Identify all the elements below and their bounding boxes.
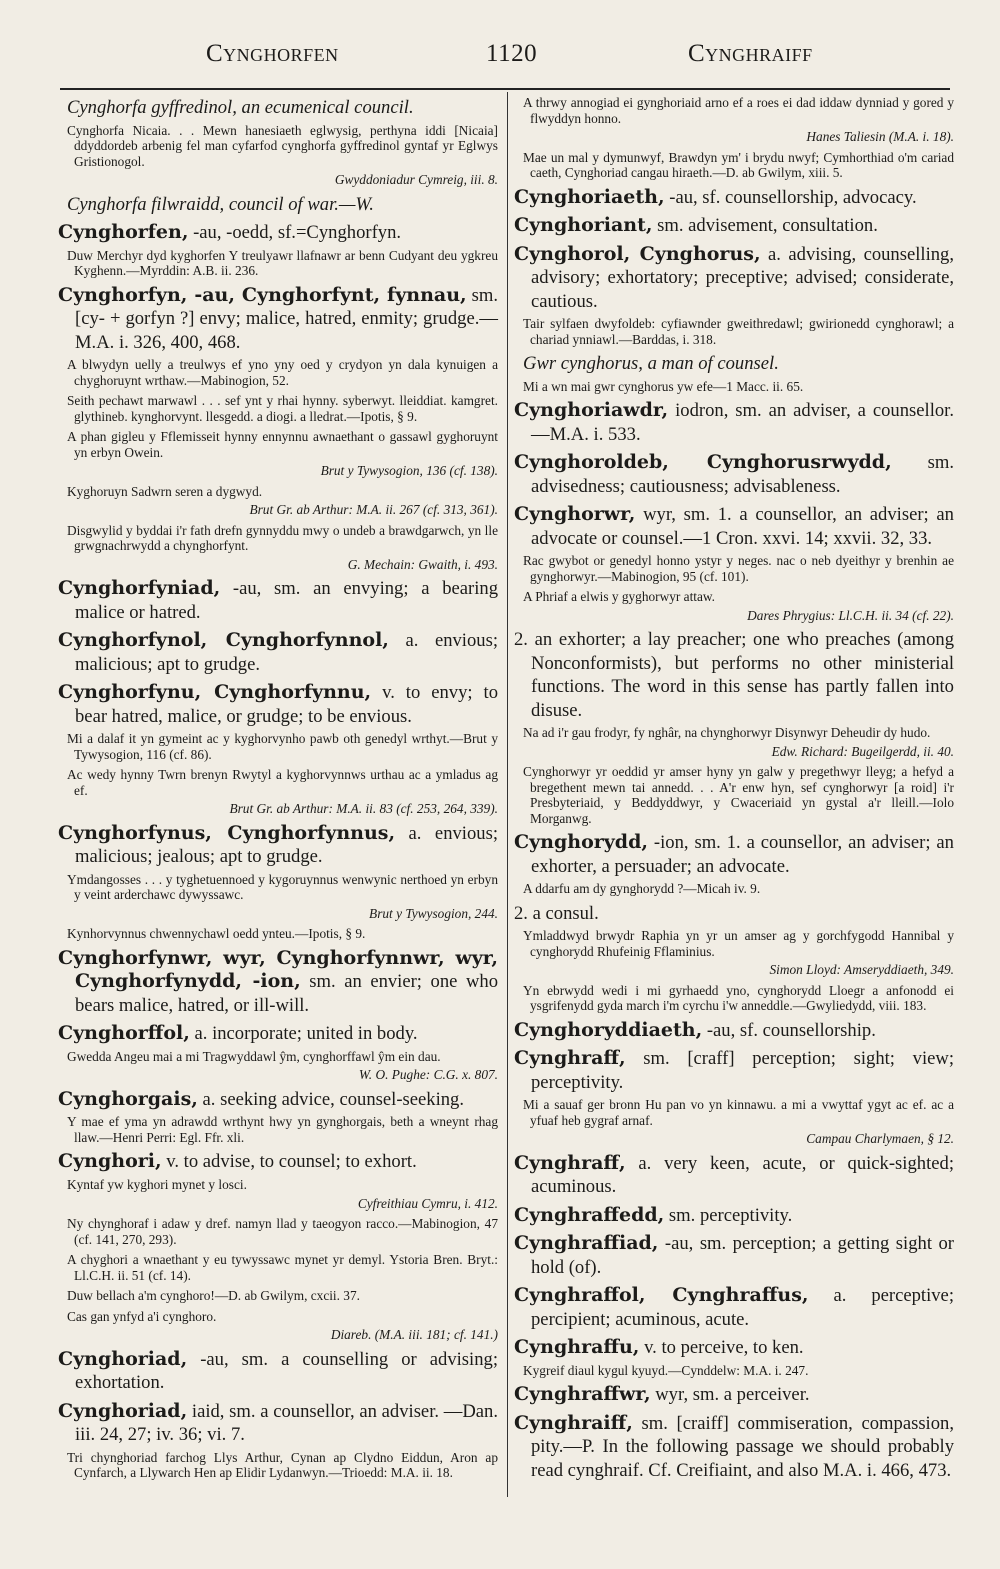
dictionary-entry (514, 1383, 954, 1407)
citation-quote: A phan gigleu y Fflemisseit hynny ennynnu awnaethant o gassawl gyghoruynt yn erbyn Owein. (67, 429, 498, 460)
dictionary-entry (514, 503, 954, 550)
headword: Cynghraffiad, (514, 1232, 659, 1255)
definition: a. advising, counselling, advisory; exhortatory; preceptive; advised; considerate, cautious. (531, 243, 955, 312)
citation-quote: Disgwylid y byddai i'r fath drefn gynnyddu mwy o undeb a brawdgarwch, yn lle grwgnachrwydd a chynghorfynt. (67, 522, 498, 554)
headword: Cynghraff, (514, 1047, 626, 1070)
dictionary-entry (514, 451, 954, 498)
definition: iaid, sm. a counsellor, an adviser. —Dan. iii. 24, 27; iv. 36; vi. 7. (75, 1400, 498, 1446)
dictionary-entry (514, 1284, 954, 1331)
citation-source: Gwyddoniadur Cymreig, iii. 8. (334, 172, 498, 188)
citation-quote: Ny chynghoraf i adaw y dref. namyn llad y taeogyon racco.—Mabinogion, 47 (cf. 141, 270, 293). (67, 1216, 498, 1247)
citation-quote: Ymladdwyd brwydr Raphia yn yr un amser ag y gorchfygodd Hannibal y cynghorydd Rhufeinig Fflaminius. (523, 928, 954, 959)
citation-quote: Duw bellach a'm cynghoro!—D. ab Gwilym, cxcii. 37. (67, 1288, 360, 1304)
definition: sm. perceptivity. (664, 1204, 793, 1226)
headword: Cynghorfen, (58, 221, 189, 244)
definition: -au, sm. an envying; a bearing malice or hatred. (75, 578, 498, 623)
citation-quote: Kyghoruyn Sadwrn seren a dygwyd. (67, 483, 263, 499)
definition: iodron, sm. an adviser, a counsellor.—M.A. i. 533. (531, 400, 954, 445)
dictionary-entry (514, 628, 954, 722)
definition: sm. advisedness; cautiousness; advisableness. (531, 452, 954, 497)
dictionary-entry (58, 822, 498, 869)
definition: -au, sf. counsellorship. (702, 1019, 876, 1041)
citation-source: Brut y Tywysogion, 244. (369, 905, 498, 921)
headword: Cynghoryddiaeth, (514, 1018, 703, 1041)
headword: Cynghraffwr, (514, 1383, 651, 1406)
definition: -au, -oedd, sf.=Cynghorfyn. (188, 222, 402, 244)
dictionary-entry (58, 1022, 498, 1046)
definition: 2. an exhorter; a lay preacher; one who preaches (among Nonconformists), but performs no other ministerial functions. The word in this sense has partly fallen into disuse. (514, 629, 954, 721)
dictionary-entry (514, 1204, 954, 1228)
citation-quote: Mi a dalaf it yn gymeint ac y kyghorvynho pawb oth genedyl wrthyt.—Brut y Tywysogion, 116 (cf. 86). (67, 731, 498, 762)
citation-source: Diareb. (M.A. iii. 181; cf. 141.) (330, 1327, 498, 1343)
definition: sm. advisement, consultation. (652, 215, 878, 237)
citation-source: G. Mechain: Gwaith, i. 493. (347, 556, 498, 572)
sub-entry: Gwr cynghorus, a man of counsel. (523, 353, 779, 375)
citation-quote: Tri chynghoriad farchog Llys Arthur, Cynan ap Clydno Eiddun, Aron ap Cynfarch, a Llywarch Hen ap Elidir Lydanwyn.—Trioedd: M.A. ii. 18. (67, 1449, 498, 1481)
definition: -au, sm. perception; a getting sight or hold (of). (531, 1233, 954, 1278)
citation-quote: Cynghorwyr yr oeddid yr amser hyny yn galw y pregethwyr lleyg; a hefyd a bregethent mewn tai annedd. . . A'r enw hyn, sef cynghorwyr [a roid] i'r Presbyteriaid, y Beddyddwyr, y Cwaceriaid yn gystal a'r lleill.—Iolo Morganwg. (523, 764, 954, 826)
headword: Cynghraff, (514, 1151, 626, 1174)
headword: Cynghorfynu, Cynghorfynnu, (58, 681, 372, 704)
column-divider (507, 92, 508, 1497)
dictionary-entry (58, 284, 498, 355)
citation-source: Brut Gr. ab Arthur: M.A. ii. 83 (cf. 253, 264, 339). (229, 801, 498, 817)
definition: a. very keen, acute, or quick-sighted; acuminous. (531, 1152, 954, 1198)
definition: 2. a consul. (514, 902, 599, 924)
dictionary-entry (58, 947, 498, 1018)
dictionary-entry (514, 902, 954, 926)
definition: sm. an envier; one who bears malice, hatred, or ill-will. (75, 971, 498, 1016)
citation-quote: Ymdangosses . . . y tyghetuennoed y kygoruynnus wenwynic nerthoed yn erbyn y veint arderchawc dywyssawc. (67, 871, 498, 903)
dictionary-entry (514, 399, 954, 446)
headword: Cynghoriaeth, (514, 185, 665, 208)
page-number: 1120 (486, 40, 538, 67)
definition: sm. [cy- + gorfyn ?] envy; malice, hatred, enmity; grudge.—M.A. i. 326, 400, 468. (75, 284, 498, 353)
definition: a. incorporate; united in body. (189, 1023, 418, 1045)
dictionary-entry (514, 1336, 954, 1360)
citation-quote: Mae un mal y dymunwyf, Brawdyn ym' i brydu nwyf; Cymhorthiad o'm cariad caeth, Cynghoriad cangau hiraeth.—D. ab Gwilym, xiii. 5. (523, 149, 954, 181)
dictionary-entry (514, 243, 954, 314)
headword: Cynghoroldeb, Cynghorusrwydd, (514, 451, 892, 474)
definition: wyr, sm. 1. a counsellor, an adviser; an advocate or counsel.—1 Cron. xxvi. 14; xxvii. 32, 33. (531, 504, 954, 549)
dictionary-entry (58, 1088, 498, 1112)
citation-source: Dares Phrygius: Ll.C.H. ii. 34 (cf. 22). (747, 607, 954, 623)
citation-quote: Na ad i'r gau frodyr, fy nghâr, na chynghorwyr Disynwyr Deheudir dy hudo. (523, 725, 931, 741)
dictionary-entry (514, 1047, 954, 1094)
dictionary-entry (514, 1412, 954, 1483)
headword: Cynghorgais, (58, 1087, 198, 1110)
dictionary-entry (514, 214, 954, 238)
definition: v. to perceive, to ken. (639, 1337, 804, 1359)
headword: Cynghorfynol, Cynghorfynnol, (58, 629, 389, 652)
left-column (58, 92, 498, 1486)
definition: v. to envy; to bear hatred, malice, or grudge; to be envious. (75, 682, 498, 727)
citation-quote: A ddarfu am dy gynghorydd ?—Micah iv. 9. (523, 881, 761, 897)
dictionary-entry (58, 221, 498, 245)
sub-entry: Cynghorfa gyffredinol, an ecumenical council. (67, 97, 414, 118)
definition: v. to advise, to counsel; to exhort. (161, 1151, 417, 1173)
citation-source: Campau Charlymaen, § 12. (806, 1131, 954, 1147)
dictionary-entry (58, 577, 498, 624)
headword: Cynghorfynus, Cynghorfynnus, (58, 821, 396, 844)
citation-quote: Tair sylfaen dwyfoldeb: cyfiawnder gweithredawl; gwirionedd cynghorawl; a chariad ynniawl.—Barddas, i. 318. (523, 316, 954, 347)
headword: Cynghraffol, Cynghraffus, (514, 1284, 809, 1307)
citation-quote: Cas gan ynfyd a'i cynghoro. (67, 1308, 217, 1324)
citation-quote: Mi a wn mai gwr cynghorus yw efe—1 Macc. ii. 65. (523, 378, 804, 394)
definition: wyr, sm. a perceiver. (650, 1384, 810, 1406)
citation-source: Simon Lloyd: Amseryddiaeth, 349. (769, 962, 954, 978)
headword: Cynghoriad, (58, 1347, 188, 1370)
headword: Cynghraffedd, (514, 1203, 665, 1226)
headword: Cynghraffu, (514, 1336, 640, 1359)
citation-source: W. O. Pughe: C.G. x. 807. (358, 1067, 498, 1083)
citation-quote: Ac wedy hynny Twrn brenyn Rwytyl a kyghorvynnws urthau ac a ymladus ag ef. (67, 767, 498, 798)
citation-quote: A Phriaf a elwis y gyghorwyr attaw. (523, 589, 715, 605)
dictionary-entry (58, 1400, 498, 1447)
citation-quote: Kyntaf yw kyghori mynet y losci. (67, 1176, 247, 1192)
citation-source: Brut y Tywysogion, 136 (cf. 138). (320, 463, 498, 479)
headword: Cynghorwr, (514, 503, 636, 526)
headword: Cynghorfyn, -au, Cynghorfynt, fynnau, (58, 283, 467, 306)
definition: sm. [craff] perception; sight; view; perceptivity. (531, 1048, 954, 1093)
headword: Cynghraiff, (514, 1411, 633, 1434)
citation-quote: Mi a sauaf ger bronn Hu pan vo yn kinnawu. a mi a vwyttaf ygyt ac ef. ac a yfuaf heb gygraf arnaf. (523, 1097, 954, 1128)
headword: Cynghori, (58, 1150, 162, 1173)
citation-source: Brut Gr. ab Arthur: M.A. ii. 267 (cf. 313, 361). (249, 502, 498, 518)
definition: a. envious; malicious; jealous; apt to grudge. (75, 822, 498, 868)
definition: a. envious; malicious; apt to grudge. (75, 630, 499, 675)
definition: -au, sm. a counselling or advising; exhortation. (75, 1348, 498, 1394)
citation-quote: Seith pechawt marwawl . . . sef ynt y rhai hynny. syberwyt. lleiddiat. kamgret. glythineb. kynghorvynt. llesgedd. a diogi. a lledrat.—Ipotis, § 9. (67, 393, 498, 424)
definition: sm. [craiff] commiseration, compassion, pity.—P. In the following passage we should probably read cynghraif. Cf. Creifiaint, and also M.A. i. 466, 473. (531, 1412, 954, 1481)
dictionary-entry (58, 1348, 498, 1395)
citation-quote: Gwedda Angeu mai a mi Tragwyddawl ŷm, cynghorffawl ŷm ein dau. (67, 1048, 441, 1064)
definition: a. perceptive; percipient; acuminous, acute. (531, 1285, 954, 1330)
headword: Cynghorfynwr, wyr, Cynghorfynnwr, wyr, Cynghorfynydd, -ion, (58, 946, 498, 993)
dictionary-entry (514, 831, 954, 878)
dictionary-entry (58, 681, 498, 728)
dictionary-entry (58, 1150, 498, 1174)
running-header (0, 40, 1000, 80)
citation-quote: Yn ebrwydd wedi i mi gyrhaedd yno, cynghorydd Lloegr a anfonodd ei ysgrifenydd gyda march i'm cyrchu i'w anneddle.—Gwyliedydd, viii. 183. (523, 982, 954, 1014)
dictionary-entry (514, 1019, 954, 1043)
citation-quote: A thrwy annogiad ei gynghoriaid arno ef a roes ei dad iddaw dynniad y gored y flwyddyn honno. (523, 95, 954, 126)
definition: -au, sf. counsellorship, advocacy. (664, 186, 917, 208)
citation-source: Hanes Taliesin (M.A. i. 18). (806, 129, 954, 145)
dictionary-entry (58, 629, 498, 676)
dictionary-entry (514, 1152, 954, 1199)
citation-quote: Rac gwybot or genedyl honno ystyr y neges. nac o neb dyeithyr y brenhin ae gynghorwyr.—Mabinogion, 95 (cf. 101). (523, 553, 954, 584)
citation-source: Edw. Richard: Bugeilgerdd, ii. 40. (771, 743, 954, 759)
headword: Cynghorfyniad, (58, 577, 221, 600)
citation-quote: A chyghori a wnaethant y eu tywyssawc mynet yr demyl. Ystoria Bren. Bryt.: Ll.C.H. ii. 51 (cf. 14). (67, 1252, 498, 1283)
citation-quote: Cynghorfa Nicaia. . . Mewn hanesiaeth eglwysig, perthyna iddi [Nicaia] ddyddordeb arbenig fel man cyfarfod cynghorfa gyffredinol gyntaf yr Eglwys Gristionogol. (67, 122, 498, 169)
headword: Cynghoriawdr, (514, 399, 669, 422)
header-rule (60, 88, 950, 90)
sub-entry: Cynghorfa filwraidd, council of war.—W. (67, 193, 374, 215)
header-left-guide-word: Cynghorfen (206, 40, 339, 67)
right-column (514, 92, 954, 1485)
headword: Cynghorffol, (58, 1022, 190, 1045)
dictionary-entry (514, 186, 954, 210)
headword: Cynghoriad, (58, 1399, 188, 1422)
headword: Cynghoriant, (514, 214, 653, 237)
header-right-guide-word: Cynghraiff (688, 40, 813, 67)
citation-source: Cyfreithiau Cymru, i. 412. (357, 1195, 498, 1211)
dictionary-entry (514, 1232, 954, 1279)
headword: Cynghorol, Cynghorus, (514, 242, 761, 265)
citation-quote: Y mae ef yma yn adrawdd wrthynt hwy yn gynghorgais, beth a wneynt rhag llaw.—Henri Perri: Egl. Ffr. xli. (67, 1114, 498, 1145)
headword: Cynghorydd, (514, 831, 648, 854)
definition: -ion, sm. 1. a counsellor, an adviser; an exhorter, a persuader; an advocate. (531, 832, 954, 877)
citation-quote: Kynhorvynnus chwennychawl oedd ynteu.—Ipotis, § 9. (67, 926, 366, 942)
definition: a. seeking advice, counsel-seeking. (197, 1088, 465, 1110)
citation-quote: Duw Merchyr dyd kyghorfen Y treulyawr llafnawr ar benn Cudyant deu ygkreu Kyghenn.—Myrddin: A.B. ii. 236. (67, 247, 498, 279)
citation-quote: A blwydyn uelly a treulwys ef yno yny oed y crydyon yn dala kynuigen a chyghoruynt wrthaw.—Mabinogion, 52. (67, 357, 498, 388)
citation-quote: Kygreif diaul kygul kyuyd.—Cynddelw: M.A. i. 247. (523, 1362, 809, 1378)
